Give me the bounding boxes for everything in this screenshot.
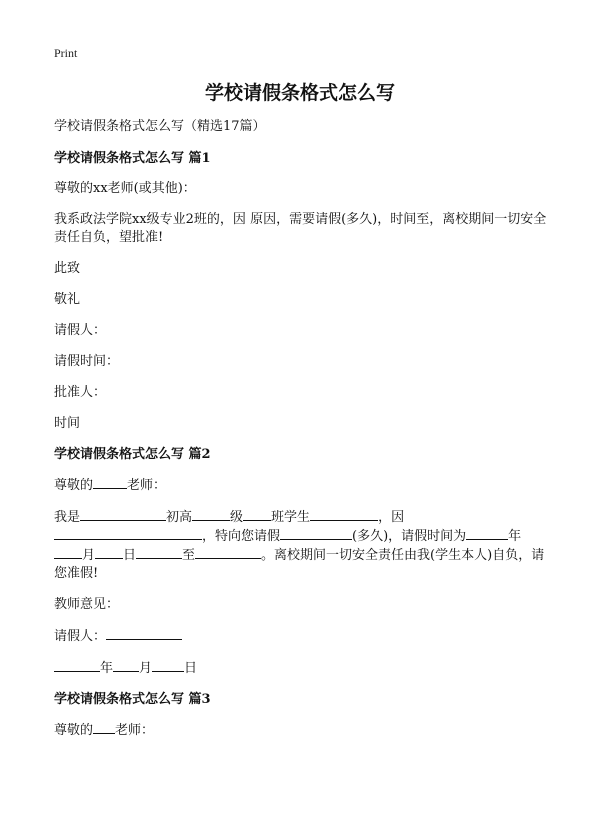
blank-reason (54, 527, 202, 540)
applicant-2-label: 请假人： (54, 629, 107, 644)
body-2-t10: 日 (123, 548, 137, 563)
leave-time-1: 请假时间： (54, 354, 120, 369)
body-1: 我系政法学院xx级专业2班的，因 原因，需要请假(多久)，时间至，离校期间一切安全责任自负，望批准! (54, 212, 547, 245)
greeting-2-prefix: 尊敬的 (54, 478, 94, 493)
blank-student-name (80, 508, 166, 521)
body-2-t7: (多久)，请假时间为 (352, 529, 467, 544)
date-day-label: 日 (184, 661, 198, 676)
blank-student (310, 508, 378, 521)
applicant-2 (54, 627, 549, 646)
section-heading-2: 学校请假条格式怎么写 篇2 (54, 447, 211, 462)
closing-jing-li: 敬礼 (54, 292, 81, 307)
body-2-t1: 我是 (54, 510, 81, 525)
greeting-3-suffix: 老师： (115, 723, 155, 738)
blank-applicant-signature (106, 627, 182, 640)
date-line-2 (54, 659, 549, 678)
section-heading-3: 学校请假条格式怎么写 篇3 (54, 692, 211, 707)
body-2-t11: 至 (182, 548, 196, 563)
closing-ci-zhi: 此致 (54, 261, 81, 276)
blank-teacher-name-3 (93, 721, 115, 734)
blank-day (152, 659, 184, 672)
blank-start-month (54, 546, 82, 559)
time-1: 时间 (54, 416, 81, 431)
section-heading-1: 学校请假条格式怎么写 篇1 (54, 151, 211, 166)
page-title: 学校请假条格式怎么写 (204, 82, 395, 104)
greeting-2-suffix: 老师： (127, 478, 167, 493)
blank-end-b (195, 546, 261, 559)
greeting-3-prefix: 尊敬的 (54, 723, 94, 738)
blank-month (113, 659, 139, 672)
blank-class (243, 508, 271, 521)
applicant-1: 请假人： (54, 323, 107, 338)
body-2-t8: 年 (508, 529, 522, 544)
greeting-2 (54, 476, 549, 495)
document-content (54, 118, 549, 753)
blank-year (54, 659, 100, 672)
teacher-opinion: 教师意见： (54, 597, 120, 612)
body-2-t4: 班学生 (271, 510, 311, 525)
body-2-t3: 级 (230, 510, 244, 525)
body-2-t12: 。离校期间一切安全责任由我(学生本人)自负，请您准假! (54, 548, 545, 581)
body-2-t5: ，因 (378, 510, 405, 525)
greeting-3 (54, 721, 549, 740)
body-2-t2: 初高 (166, 510, 193, 525)
blank-teacher-name (93, 476, 127, 489)
blank-duration (280, 527, 352, 540)
body-2 (54, 508, 549, 583)
blank-grade (192, 508, 230, 521)
approver-1: 批准人： (54, 385, 107, 400)
body-2-t6: ，特向您请假 (202, 529, 281, 544)
blank-end-a (136, 546, 182, 559)
date-month-label: 月 (139, 661, 153, 676)
print-link[interactable]: Print (54, 46, 78, 60)
date-year-label: 年 (100, 661, 114, 676)
blank-start-year (466, 527, 508, 540)
blank-start-day (95, 546, 123, 559)
greeting-1: 尊敬的xx老师(或其他)： (54, 181, 196, 196)
document-subtitle: 学校请假条格式怎么写（精选17篇） (54, 119, 266, 134)
body-2-t9: 月 (82, 548, 96, 563)
